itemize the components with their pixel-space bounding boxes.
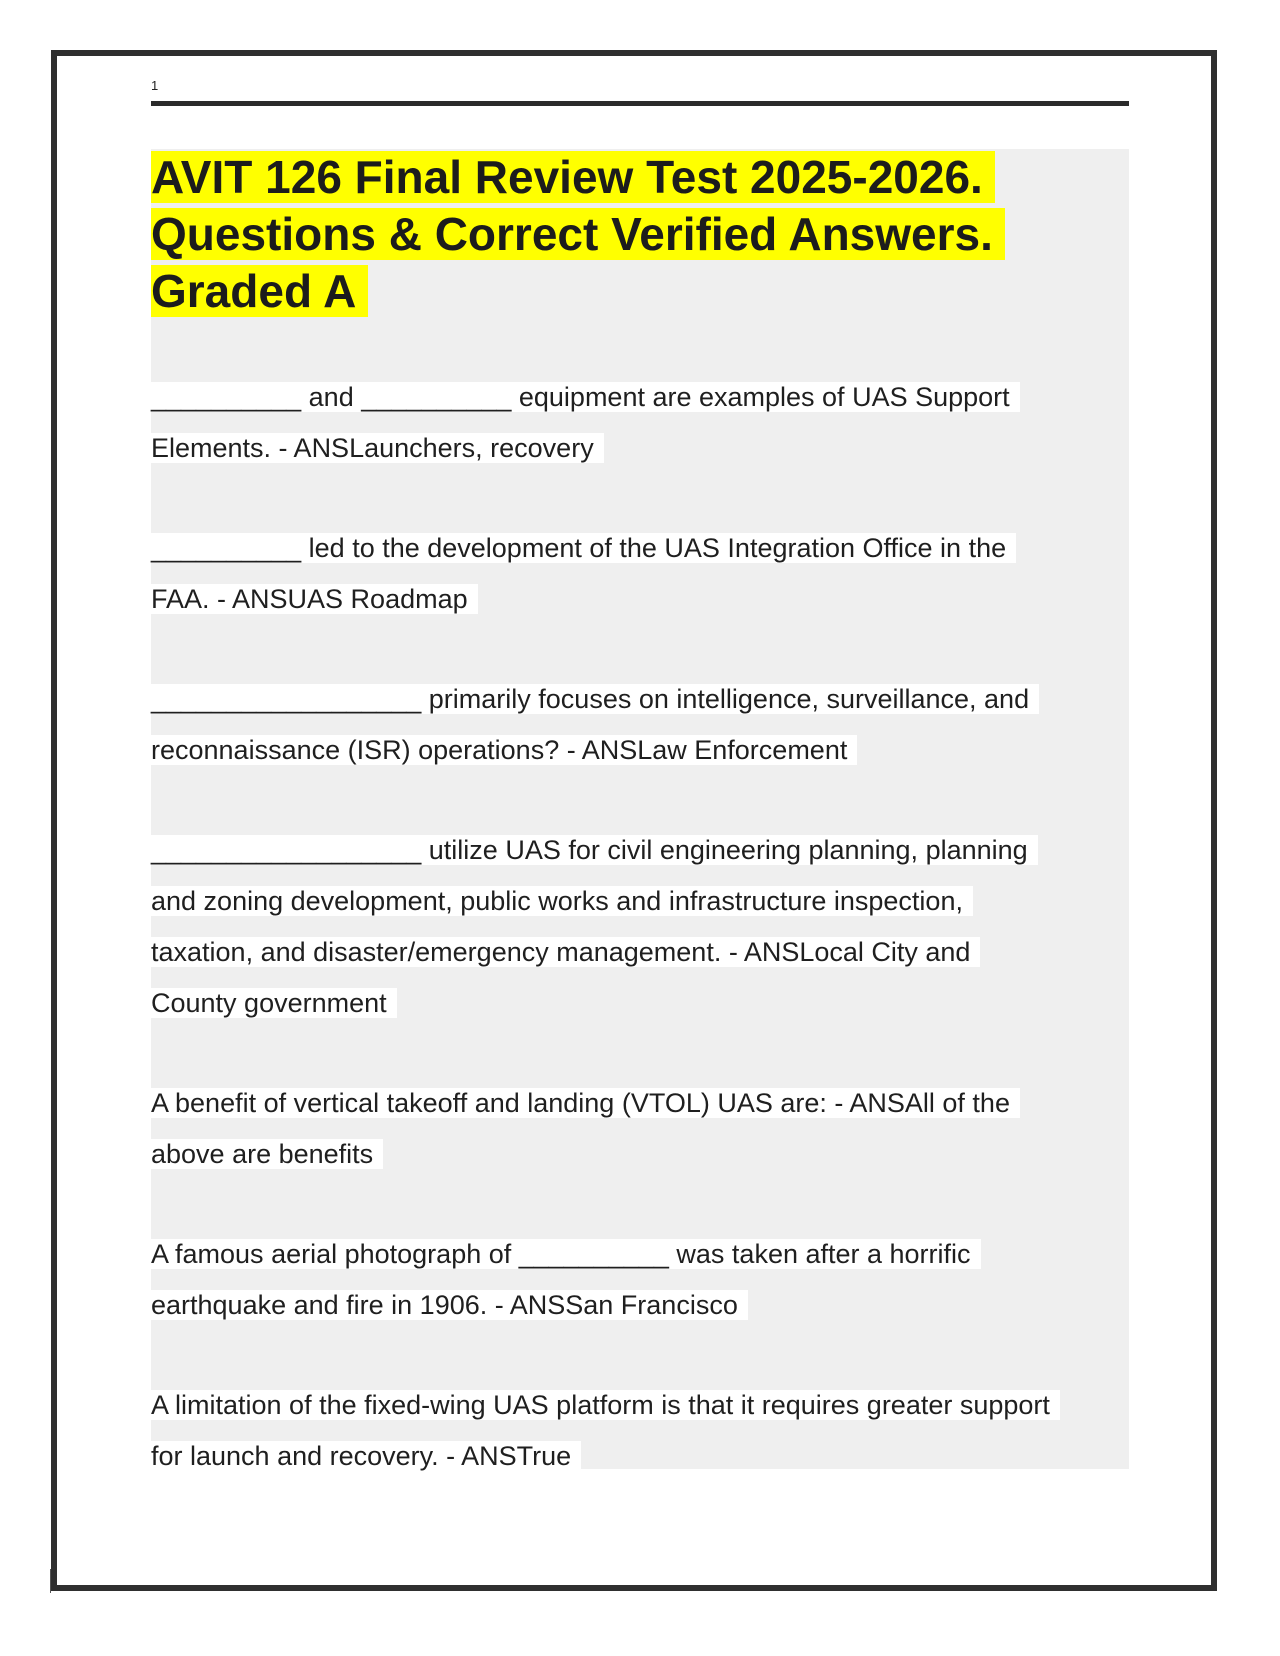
question-item [151, 825, 1129, 1029]
question-line: A famous aerial photograph of __________ was taken after a horrific [151, 1239, 981, 1269]
header-rule [151, 101, 1129, 106]
question-item [151, 674, 1129, 776]
title-line-1: AVIT 126 Final Review Test 2025-2026. [151, 151, 995, 203]
document-title [151, 149, 1129, 320]
question-item [151, 372, 1129, 474]
question-line: __________________ utilize UAS for civil engineering planning, planning [151, 835, 1038, 865]
question-line: earthquake and fire in 1906. - ANSSan Francisco [151, 1290, 748, 1320]
question-line: __________________ primarily focuses on intelligence, surveillance, and [151, 684, 1039, 714]
document-body [151, 149, 1129, 1469]
question-item [151, 1078, 1129, 1180]
question-line: __________ and __________ equipment are examples of UAS Support [151, 382, 1020, 412]
question-item [151, 523, 1129, 625]
title-line-3: Graded A [151, 265, 368, 317]
question-item [151, 1229, 1129, 1331]
question-line: taxation, and disaster/emergency management. - ANSLocal City and [151, 937, 980, 967]
title-line-2: Questions & Correct Verified Answers. [151, 208, 1005, 260]
question-line: for launch and recovery. - ANSTrue [151, 1441, 581, 1471]
question-line: County government [151, 988, 397, 1018]
question-item [151, 1380, 1129, 1482]
question-line: FAA. - ANSUAS Roadmap [151, 584, 478, 614]
page-number: 1 [151, 78, 159, 93]
question-line: __________ led to the development of the UAS Integration Office in the [151, 533, 1016, 563]
question-line: A limitation of the fixed-wing UAS platform is that it requires greater support [151, 1390, 1060, 1420]
question-line: reconnaissance (ISR) operations? - ANSLaw Enforcement [151, 735, 857, 765]
question-line: A benefit of vertical takeoff and landing (VTOL) UAS are: - ANSAll of the [151, 1088, 1020, 1118]
question-line: and zoning development, public works and infrastructure inspection, [151, 886, 973, 916]
question-line: above are benefits [151, 1139, 383, 1169]
question-line: Elements. - ANSLaunchers, recovery [151, 433, 604, 463]
question-list [151, 372, 1129, 1482]
